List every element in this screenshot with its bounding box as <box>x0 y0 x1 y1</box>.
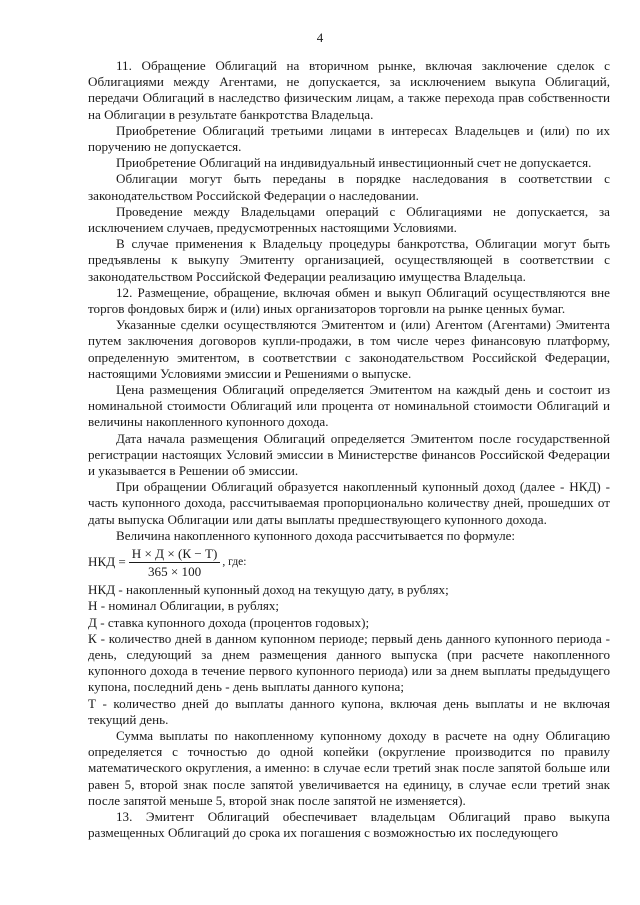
paragraph-placement-price: Цена размещения Облигаций определяется Эмитентом на каждый день и состоит из номинальной стоимости Облигаций или процента от номинальной стоимости Облигаций и величины накопленного купонного дохода. <box>88 382 610 430</box>
paragraph-11-circulation: 11. Обращение Облигаций на вторичном рынке, включая заключение сделок с Облигациями между Агентами, не допускается, за исключением выкупа Облигаций, передачи Облигаций в наследство физическим лицам, а также перехода прав собственности на Облигации в результате банкротства Владельца. <box>88 58 610 122</box>
paragraph-third-party-acquisition: Приобретение Облигаций третьими лицами в интересах Владельцев и (или) по их поручению не допускается. <box>88 122 610 155</box>
paragraph-bankruptcy: В случае применения к Владельцу процедуры банкротства, Облигации могут быть предъявлены к выкупу Эмитенту организацией, осуществляющей в соответствии с законодательством Российской Федерации реализацию имущества Владельца. <box>88 236 610 284</box>
paragraph-13-buyback: 13. Эмитент Облигаций обеспечивает владельцам Облигаций право выкупа размещенных Облигаций до срока их погашения с возможностью их последующего <box>88 808 610 841</box>
definition-nominal: Н - номинал Облигации, в рублях; <box>88 598 280 614</box>
formula-tail: , где: <box>222 556 247 569</box>
definition-nkd: НКД - накопленный купонный доход на текущую дату, в рублях; <box>88 582 449 598</box>
definition-rate: Д - ставка купонного дохода (процентов годовых); <box>88 614 370 630</box>
paragraph-placement-date: Дата начала размещения Облигаций определяется Эмитентом после государственной регистрации настоящих Условий эмиссии в Министерстве финансов Российской Федерации и указывается в Решении об эмиссии. <box>88 430 610 479</box>
definition-k: К - количество дней в данном купонном периоде; первый день данного купонного периода - день, следующий за днем размещения данного выпуска (при расчете накопленного купонного дохода в течение первого купонного периода) или за днем выплаты предыдущего купона, последний день - день выплаты данного купона; <box>88 630 610 695</box>
paragraph-owner-operations: Проведение между Владельцами операций с Облигациями не допускается, за исключением случаев, предусмотренных настоящими Условиями. <box>88 203 610 236</box>
paragraph-12-placement: 12. Размещение, обращение, включая обмен и выкуп Облигаций осуществляются вне торгов фондовых бирж и (или) иных организаторов торговли на рынке ценных бумаг. <box>88 284 610 317</box>
document-body <box>88 58 610 841</box>
formula-numerator: Н × Д × (К − Т) <box>129 546 221 563</box>
nkd-formula <box>88 546 610 579</box>
paragraph-iis-restriction: Приобретение Облигаций на индивидуальный инвестиционный счет не допускается. <box>116 155 592 171</box>
formula-fraction <box>129 546 221 579</box>
formula-lhs: НКД = <box>88 554 126 570</box>
definition-t: Т - количество дней до выплаты данного купона, включая день выплаты и не включая текущий день. <box>88 695 610 727</box>
paragraph-deals: Указанные сделки осуществляются Эмитентом и (или) Агентом (Агентами) Эмитента путем заключения договоров купли-продажи, в том числе через финансовую платформу, определенную эмитентом, в соответствии с законодательством Российской Федерации, настоящими Условиями эмиссии и Решениями о выпуске. <box>88 317 610 381</box>
paragraph-accrued-coupon: При обращении Облигаций образуется накопленный купонный доход (далее - НКД) - часть купонного дохода, рассчитываемая пропорционально количеству дней, прошедших от даты выпуска Облигации или даты выплаты предшествующего купонного дохода. <box>88 479 610 527</box>
formula-denominator: 365 × 100 <box>147 564 202 580</box>
paragraph-formula-intro: Величина накопленного купонного дохода рассчитывается по формуле: <box>116 527 516 543</box>
page-number: 4 <box>316 30 324 45</box>
paragraph-rounding: Сумма выплаты по накопленному купонному доходу в расчете на одну Облигацию определяется с точностью до одной копейки (округление производится по правилу математического округления, а именно: в случае если третий знак после запятой больше или равен 5, второй знак после запятой увеличивается на единицу, в случае если третий знак после запятой меньше 5, второй знак после запятой не изменяется). <box>88 727 610 808</box>
paragraph-inheritance: Облигации могут быть переданы в порядке наследования в соответствии с законодательством Российской Федерации о наследовании. <box>88 171 610 203</box>
